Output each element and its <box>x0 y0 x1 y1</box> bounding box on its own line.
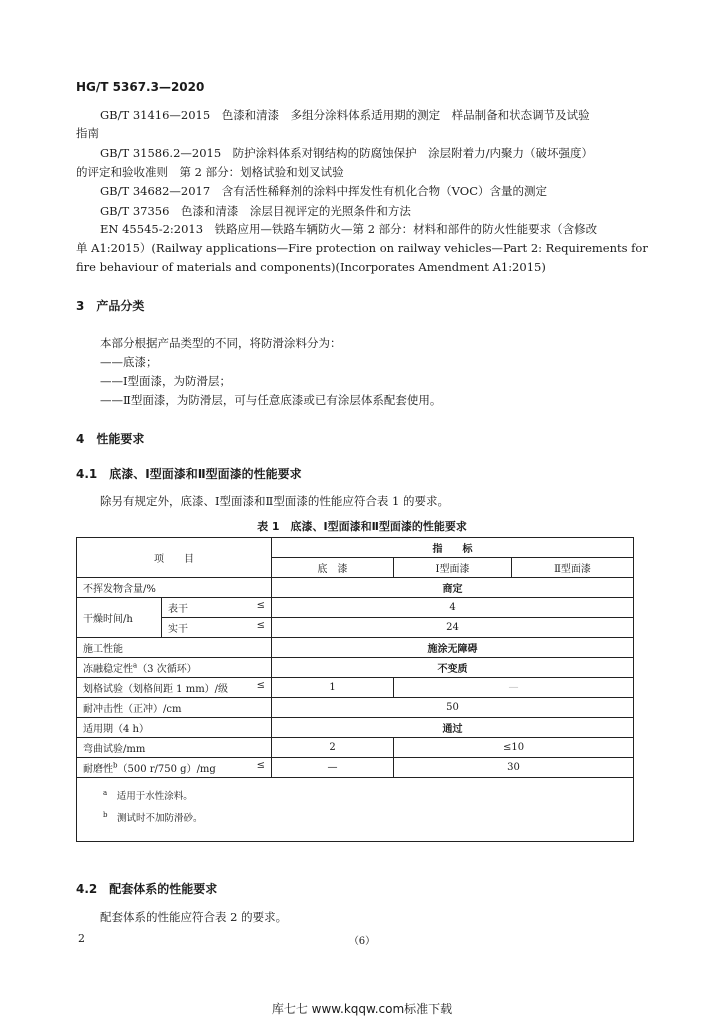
row-primer-value: 2 <box>272 738 394 758</box>
row-value: 通过 <box>272 718 634 738</box>
section-3-item-primer: ——底漆； <box>100 355 158 369</box>
sub-label: 实干 ≤ <box>162 618 272 638</box>
reference-2-line2: 的评定和验收准则 第 2 部分：划格试验和划叉试验 <box>76 165 344 179</box>
row-value: 商定 <box>272 578 634 598</box>
row-label: 耐磨性$^b$（500 r/750 g）/mg ≤ <box>77 758 272 778</box>
table-row <box>77 738 634 758</box>
note-b: $^b$ 测试时不加防滑砂。 <box>103 811 203 825</box>
sub-label: 表干 ≤ <box>162 598 272 618</box>
header-index: 指 标 <box>272 538 634 558</box>
section-4-heading: 4 性能要求 <box>76 432 145 446</box>
section-4-1-heading: 4.1 底漆、Ⅰ型面漆和Ⅱ型面漆的性能要求 <box>76 467 302 481</box>
table-row <box>77 578 634 598</box>
table-row <box>77 598 634 618</box>
table-row <box>77 638 634 658</box>
table-row <box>77 698 634 718</box>
reference-3: GB/T 34682—2017 含有活性稀释剂的涂料中挥发性有机化合物（VOC）含量的测定 <box>100 184 548 198</box>
row-value: 4 <box>272 598 634 618</box>
row-label: 施工性能 <box>77 638 272 658</box>
reference-1-line1: GB/T 31416—2015 色漆和清漆 多组分涂料体系适用期的测定 样品制备和状态调节及试验 <box>100 108 590 122</box>
page-number: 2 <box>78 932 85 945</box>
page-mark: （6） <box>348 936 376 947</box>
section-3-item-type1: ——Ⅰ型面漆，为防滑层； <box>100 374 232 388</box>
header-type1: Ⅰ型面漆 <box>394 558 512 578</box>
section-4-2-heading: 4.2 配套体系的性能要求 <box>76 882 218 896</box>
row-value: 24 <box>272 618 634 638</box>
table-row <box>77 658 634 678</box>
header-primer: 底 漆 <box>272 558 394 578</box>
row-label: 弯曲试验/mm <box>77 738 272 758</box>
header-type2: Ⅱ型面漆 <box>512 558 634 578</box>
row-value: 施涂无障碍 <box>272 638 634 658</box>
table-1 <box>76 537 634 842</box>
table-row <box>77 718 634 738</box>
document-id: HG/T 5367.3—2020 <box>76 80 205 94</box>
reference-5-line1: EN 45545-2:2013 铁路应用—铁路车辆防火—第 2 部分：材料和部件的防火性能要求（含修改 <box>100 222 598 236</box>
row-label: 耐冲击性（正冲）/cm <box>77 698 272 718</box>
section-3-item-type2: ——Ⅱ型面漆，为防滑层，可与任意底漆或已有涂层体系配套使用。 <box>100 393 442 407</box>
row-value: 不变质 <box>272 658 634 678</box>
row-top-value: 30 <box>394 758 634 778</box>
table-row <box>77 758 634 778</box>
section-3-intro: 本部分根据产品类型的不同，将防滑涂料分为： <box>100 336 342 350</box>
reference-2-line1: GB/T 31586.2—2015 防护涂料体系对钢结构的防腐蚀保护 涂层附着力/内聚力（破坏强度） <box>100 146 594 160</box>
section-4-1-text: 除另有规定外，底漆、Ⅰ型面漆和Ⅱ型面漆的性能应符合表 1 的要求。 <box>100 494 449 508</box>
watermark-footer: 库七七 www.kqqw.com标准下载 <box>271 1002 453 1016</box>
reference-4: GB/T 37356 色漆和清漆 涂层目视评定的光照条件和方法 <box>100 204 411 218</box>
table-notes <box>77 778 634 842</box>
reference-5-line2: 单 A1:2015）(Railway applications—Fire protection on railway vehicles—Part 2: Requirements for <box>76 241 648 255</box>
row-label: 适用期（4 h） <box>77 718 272 738</box>
table-row <box>77 678 634 698</box>
row-label: 冻融稳定性$^a$（3 次循环） <box>77 658 272 678</box>
header-item: 项 目 <box>77 538 272 578</box>
section-3-heading: 3 产品分类 <box>76 299 145 313</box>
row-primer-value: — <box>272 758 394 778</box>
reference-1-line2: 指南 <box>76 126 99 140</box>
row-top-value: ≤10 <box>394 738 634 758</box>
row-primer-value: 1 <box>272 678 394 698</box>
note-a: $^a$ 适用于水性涂料。 <box>103 789 193 803</box>
row-value: 50 <box>272 698 634 718</box>
reference-5-line3: fire behaviour of materials and components)(Incorporates Amendment A1:2015) <box>76 260 546 274</box>
section-4-2-text: 配套体系的性能应符合表 2 的要求。 <box>100 910 288 924</box>
row-label: 不挥发物含量/% <box>77 578 272 598</box>
row-label: 干燥时间/h <box>77 598 162 638</box>
table-1-caption: 表 1 底漆、Ⅰ型面漆和Ⅱ型面漆的性能要求 <box>257 520 467 533</box>
row-label: 划格试验（划格间距 1 mm）/级 ≤ <box>77 678 272 698</box>
row-top-value: — <box>394 678 634 698</box>
